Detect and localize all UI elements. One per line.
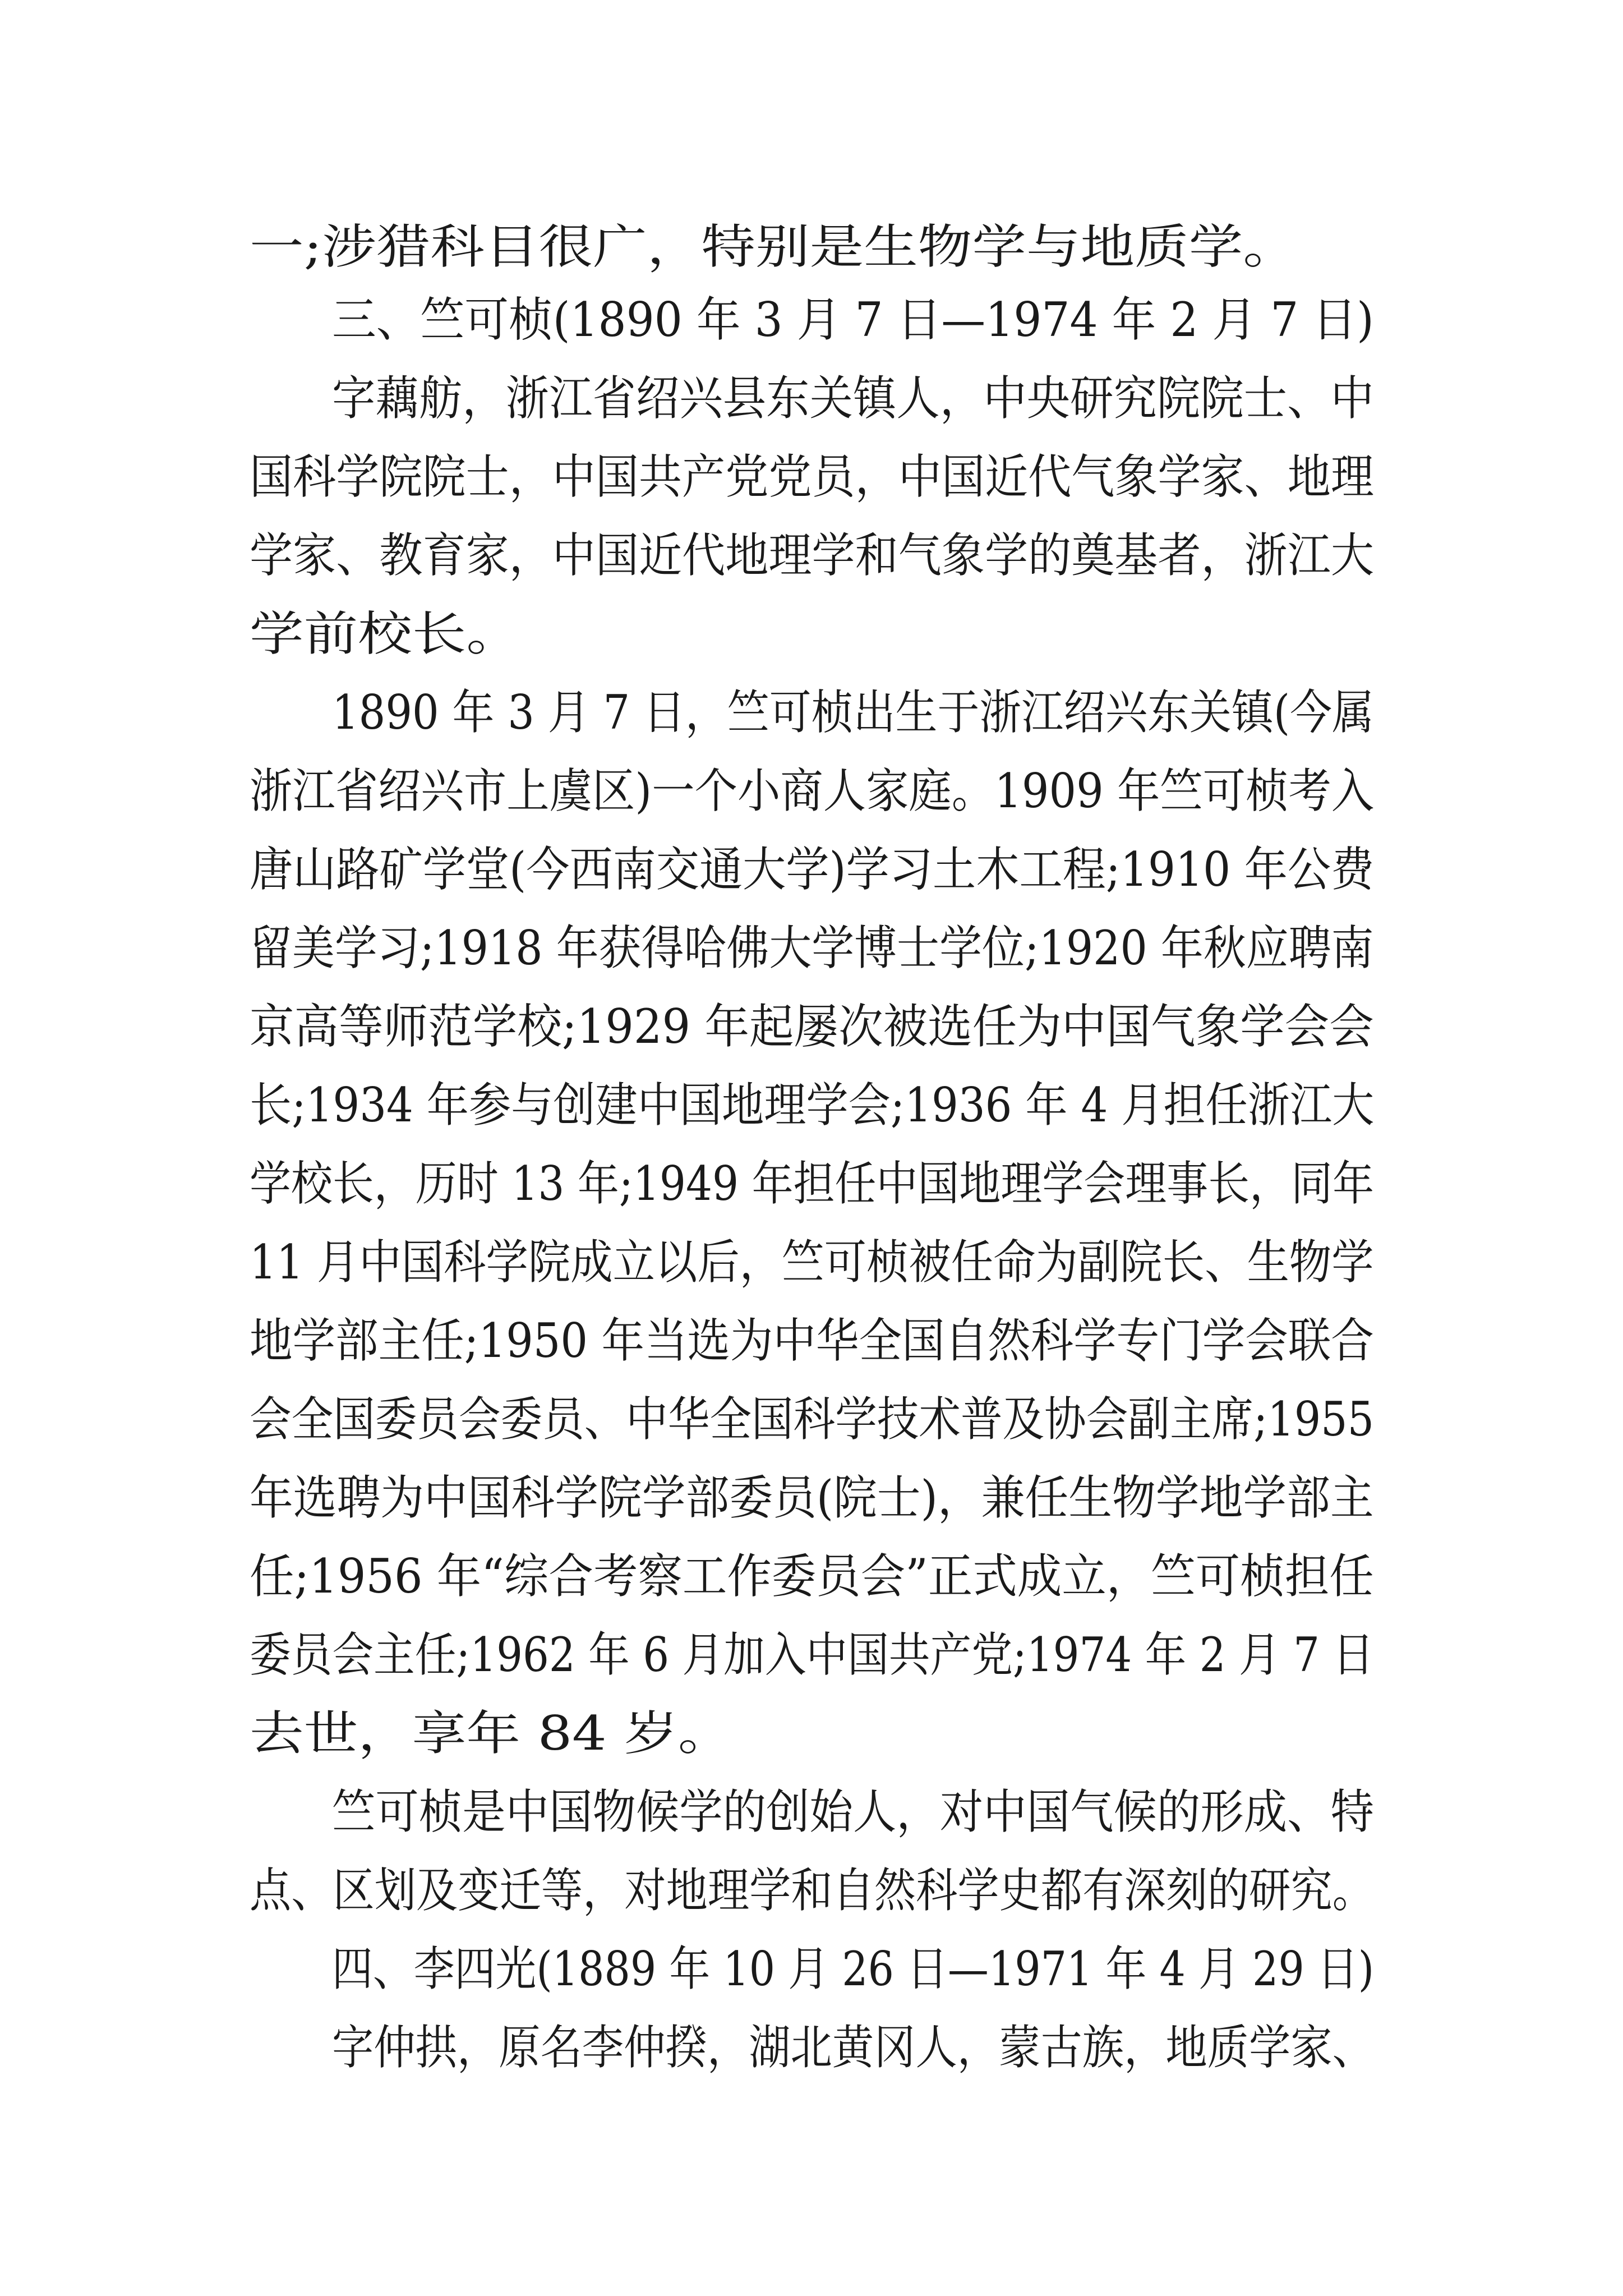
text-line: 留美学习;1918 年获得哈佛大学博士学位;1920 年秋应聘南 xyxy=(250,921,1374,976)
text-line: 去世，享年 84 岁。 xyxy=(250,1706,732,1761)
text-line: 字藕舫，浙江省绍兴县东关镇人，中央研究院院士、中 xyxy=(332,371,1375,426)
text-line: 点、区划及变迁等，对地理学和自然科学史都有深刻的研究。 xyxy=(250,1863,1375,1918)
text-line: 唐山路矿学堂(今西南交通大学)学习土木工程;1910 年公费 xyxy=(250,842,1375,897)
section-heading-zhu-kezhen: 三、竺可桢(1890 年 3 月 7 日—1974 年 2 月 7 日) xyxy=(332,292,1374,347)
text-line: 学前校长。 xyxy=(250,606,521,661)
text-line: 任;1956 年“综合考察工作委员会”正式成立，竺可桢担任 xyxy=(250,1549,1374,1604)
text-line: 学校长，历时 13 年;1949 年担任中国地理学会理事长，同年 xyxy=(250,1156,1375,1211)
text-line: 浙江省绍兴市上虞区)一个小商人家庭。1909 年竺可桢考入 xyxy=(250,763,1375,818)
text-line: 会全国委员会委员、中华全国科学技术普及协会副主席;1955 xyxy=(250,1392,1375,1447)
text-line: 一;涉猎科目很广，特别是生物学与地质学。 xyxy=(250,219,1297,274)
text-line: 地学部主任;1950 年当选为中华全国自然科学专门学会联合 xyxy=(250,1313,1374,1368)
section-heading-li-siguang: 四、李四光(1889 年 10 月 26 日—1971 年 4 月 29 日) xyxy=(332,1941,1375,1996)
text-line: 京高等师范学校;1929 年起屡次被选任为中国气象学会会 xyxy=(250,999,1374,1054)
text-line: 委员会主任;1962 年 6 月加入中国共产党;1974 年 2 月 7 日 xyxy=(250,1627,1375,1682)
text-line: 1890 年 3 月 7 日，竺可桢出生于浙江绍兴东关镇(今属 xyxy=(332,685,1374,740)
text-line: 字仲拱，原名李仲揆，湖北黄冈人，蒙古族，地质学家、 xyxy=(332,2020,1375,2075)
text-line: 长;1934 年参与创建中国地理学会;1936 年 4 月担任浙江大 xyxy=(250,1078,1375,1133)
text-line: 竺可桢是中国物候学的创始人，对中国气候的形成、特 xyxy=(332,1784,1375,1839)
text-line: 学家、教育家，中国近代地理学和气象学的奠基者，浙江大 xyxy=(250,528,1375,583)
text-line: 11 月中国科学院成立以后，竺可桢被任命为副院长、生物学 xyxy=(250,1235,1374,1290)
text-line: 年选聘为中国科学院学部委员(院士)，兼任生物学地学部主 xyxy=(250,1470,1374,1525)
text-line: 国科学院院士，中国共产党党员，中国近代气象学家、地理 xyxy=(250,449,1375,504)
